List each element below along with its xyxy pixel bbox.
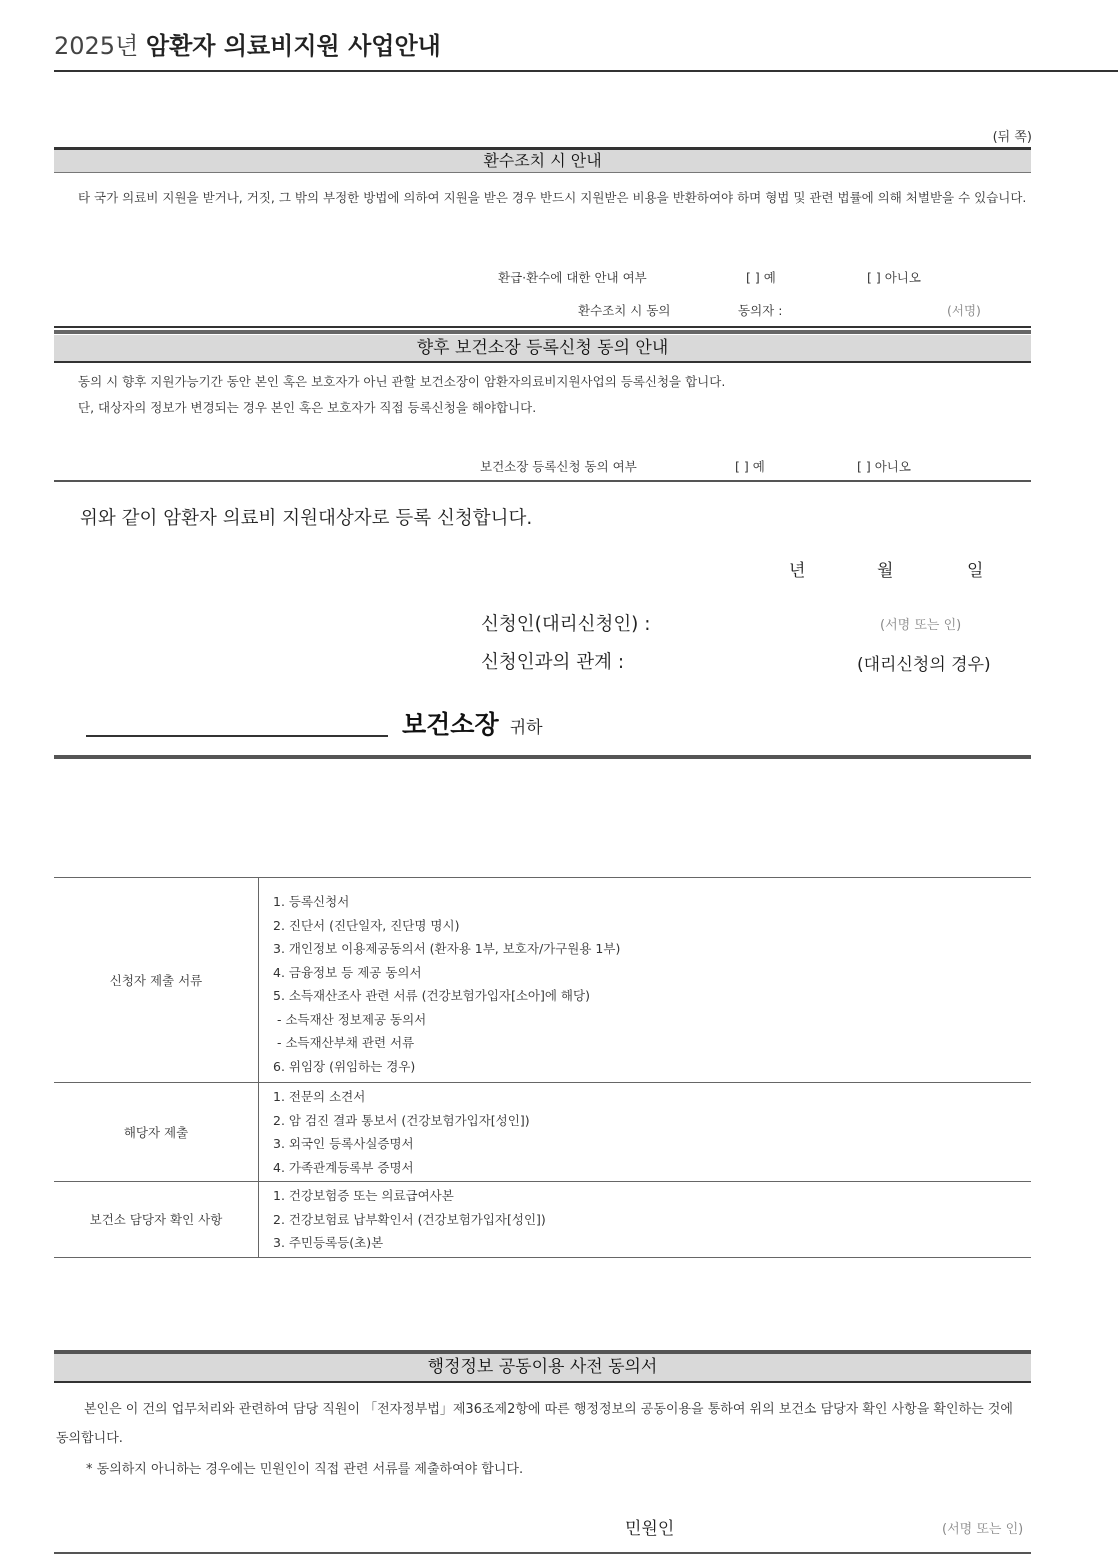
addressee-block	[402, 705, 543, 741]
application-bottom-rule	[54, 755, 1031, 759]
refund-question-label: 환급·환수에 대한 안내 여부	[498, 270, 647, 285]
applicant-label: 신청인(대리신청인) :	[481, 614, 651, 635]
document-item: 2. 건강보험료 납부확인서 (건강보험가입자[성인])	[273, 1211, 546, 1227]
registration-rule-b	[54, 330, 1031, 334]
registration-line-1: 동의 시 향후 지원가능기간 동안 본인 혹은 보호자가 아닌 관할 보건소장이 암환자의료비지원사업의 등록신청을 합니다.	[78, 374, 726, 389]
header-title: 암환자 의료비지원 사업안내	[145, 32, 441, 60]
footer-rule	[54, 1552, 1031, 1554]
header-year: 2025년	[54, 32, 139, 60]
admin-title-rule	[54, 1381, 1031, 1383]
application-statement: 위와 같이 암환자 의료비 지원대상자로 등록 신청합니다.	[80, 508, 533, 529]
admin-body: 본인은 이 건의 업무처리와 관련하여 담당 직원이 「전자정부법」제36조제2항에 따른 행정정보의 공동이용을 통하여 위의 보건소 담당자 확인 사항을 확인하는 것에 동의합니다.	[56, 1402, 1013, 1446]
documents-row-items	[259, 1182, 1032, 1258]
registration-section-title: 향후 보건소장 등록신청 동의 안내	[54, 335, 1031, 361]
refund-yes-checkbox[interactable]: [ ] 예	[746, 270, 776, 285]
petitioner-signature-field[interactable]: (서명 또는 인)	[942, 1522, 1024, 1537]
document-item: 4. 가족관계등록부 증명서	[273, 1159, 414, 1175]
document-item: 1. 전문의 소견서	[273, 1089, 366, 1104]
registration-no-checkbox[interactable]: [ ] 아니오	[857, 459, 911, 474]
registration-question-label: 보건소장 등록신청 동의 여부	[480, 459, 637, 474]
date-year-field[interactable]: 년	[789, 561, 806, 581]
refund-consent-label: 환수조치 시 동의	[578, 303, 671, 318]
document-item: 2. 암 검진 결과 통보서 (건강보험가입자[성인])	[273, 1112, 530, 1128]
refund-title-rule	[54, 172, 1031, 173]
refund-signature-field[interactable]: (서명)	[947, 303, 981, 318]
documents-row-items	[259, 1083, 1032, 1182]
document-item: 6. 위임장 (위임하는 경우)	[273, 1058, 416, 1074]
documents-row-label: 신청자 제출 서류	[54, 878, 259, 1083]
admin-section-title: 행정정보 공동이용 사전 동의서	[54, 1354, 1031, 1381]
registration-title-rule	[54, 361, 1031, 363]
health-center-name-line[interactable]	[86, 735, 388, 737]
registration-rule-a	[54, 326, 1031, 328]
date-day-field[interactable]: 일	[967, 561, 984, 581]
document-item: 5. 소득재산조사 관련 서류 (건강보험가입자[소아]에 해당)	[273, 988, 590, 1003]
document-item: 3. 주민등록등(초)본	[273, 1235, 384, 1250]
documents-row-items	[259, 878, 1032, 1083]
documents-row	[54, 878, 1031, 1083]
page-side-label: (뒤 쪽)	[992, 130, 1032, 145]
registration-line-2: 단, 대상자의 정보가 변경되는 경우 본인 혹은 보호자가 직접 등록신청을 해야합니다.	[78, 400, 537, 415]
documents-row-label: 해당자 제출	[54, 1083, 259, 1182]
document-item: - 소득재산 정보제공 동의서	[273, 1011, 427, 1027]
document-item: 3. 개인정보 이용제공동의서 (환자용 1부, 보호자/가구원용 1부)	[273, 941, 621, 956]
document-item: 3. 외국인 등록사실증명서	[273, 1136, 414, 1151]
applicant-signature-field[interactable]: (서명 또는 인)	[880, 618, 962, 633]
honorific: 귀하	[509, 718, 543, 738]
relation-hint: (대리신청의 경우)	[857, 655, 991, 675]
document-item: 1. 건강보험증 또는 의료급여사본	[273, 1188, 454, 1203]
document-item: - 소득재산부채 관련 서류	[273, 1035, 415, 1050]
refund-section-title: 환수조치 시 안내	[54, 150, 1031, 172]
document-item: 1. 등록신청서	[273, 894, 350, 909]
admin-note: * 동의하지 아니하는 경우에는 민원인이 직접 관련 서류를 제출하여야 합니다.	[86, 1462, 524, 1477]
refund-no-checkbox[interactable]: [ ] 아니오	[867, 270, 921, 285]
documents-row	[54, 1083, 1031, 1182]
document-item: 4. 금융정보 등 제공 동의서	[273, 964, 422, 980]
refund-consenter-label: 동의자 :	[738, 303, 783, 318]
relation-label: 신청인과의 관계 :	[481, 652, 625, 673]
document-header	[54, 26, 441, 61]
header-divider	[54, 70, 1118, 72]
document-item: 2. 진단서 (진단일자, 진단명 명시)	[273, 917, 460, 933]
date-month-field[interactable]: 월	[877, 561, 894, 581]
registration-bottom-rule	[54, 480, 1031, 482]
registration-yes-checkbox[interactable]: [ ] 예	[735, 459, 765, 474]
documents-row	[54, 1182, 1031, 1258]
documents-table	[54, 877, 1031, 1258]
refund-body: 타 국가 의료비 지원을 받거나, 거짓, 그 밖의 부정한 방법에 의하여 지원을 받은 경우 반드시 지원받은 비용을 반환하여야 하며 형법 및 관련 법률에 의해 처벌받을 수 있습니다.	[78, 190, 1027, 205]
documents-row-label: 보건소 담당자 확인 사항	[54, 1182, 259, 1258]
petitioner-label: 민원인	[625, 1519, 675, 1539]
addressee: 보건소장	[402, 710, 499, 739]
